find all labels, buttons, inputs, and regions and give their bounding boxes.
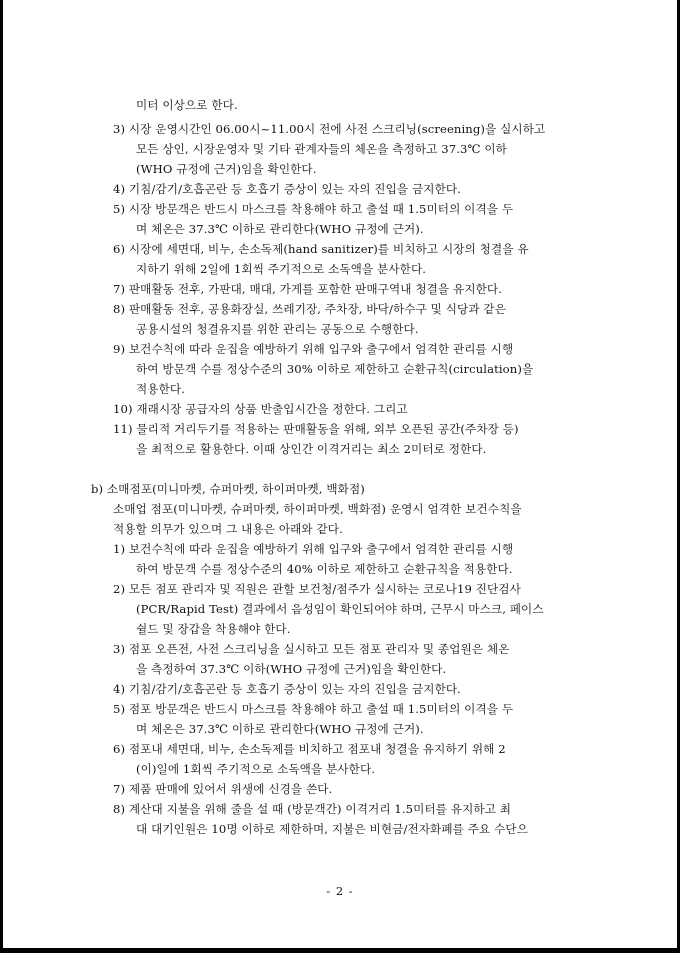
text-line: 하여 방문객 수를 정상수준의 40% 이하로 제한하고 순환규칙을 적용한다. xyxy=(136,562,513,576)
text-line: 3) 점포 오픈전, 사전 스크리닝을 실시하고 모든 점포 관리자 및 종업원은 체온 xyxy=(113,642,510,656)
text-line: 지하기 위해 2일에 1회씩 주기적으로 소독액을 분사한다. xyxy=(136,262,427,276)
text-line: 을 측정하여 37.3℃ 이하(WHO 규정에 근거)임을 확인한다. xyxy=(136,662,447,676)
text-line: 미터 이상으로 한다. xyxy=(136,98,238,112)
section-heading: b) 소매점포(미니마켓, 슈퍼마켓, 하이퍼마켓, 백화점) xyxy=(91,482,365,496)
text-line: 8) 계산대 지불을 위해 줄을 설 때 (방문객간) 이격거리 1.5미터를 유지하고 최 xyxy=(113,802,512,816)
text-line: 4) 기침/감기/호흡곤란 등 호흡기 증상이 있는 자의 진입을 금지한다. xyxy=(113,682,461,696)
text-line: 5) 시장 방문객은 반드시 마스크를 착용해야 하고 출설 때 1.5미터의 이격을 두 xyxy=(113,202,514,216)
text-line: 며 체온은 37.3℃ 이하로 관리한다(WHO 규정에 근거). xyxy=(136,722,424,736)
text-line: (PCR/Rapid Test) 결과에서 음성임이 확인되어야 하며, 근무시 마스크, 페이스 xyxy=(136,602,544,616)
text-line: 쉴드 및 장갑을 착용해야 한다. xyxy=(136,622,291,636)
text-line: 을 최적으로 활용한다. 이때 상인간 이격거리는 최소 2미터로 정한다. xyxy=(136,442,487,456)
text-line: 6) 시장에 세면대, 비누, 손소독제(hand sanitizer)를 비치하고 시장의 청결을 유 xyxy=(113,242,529,256)
text-line: 10) 재래시장 공급자의 상품 반출입시간을 정한다. 그리고 xyxy=(113,402,408,416)
text-line: 며 체온은 37.3℃ 이하로 관리한다(WHO 규정에 근거). xyxy=(136,222,424,236)
text-line: 하여 방문객 수를 정상수준의 30% 이하로 제한하고 순환규칙(circulation)을 xyxy=(136,362,534,376)
text-line: 7) 제품 판매에 있어서 위생에 신경을 쓴다. xyxy=(113,782,333,796)
text-line: 6) 점포내 세면대, 비누, 손소독제를 비치하고 점포내 청결을 유지하기 위해 2 xyxy=(113,742,506,756)
text-line: 9) 보건수칙에 따라 운집을 예방하기 위해 입구와 출구에서 엄격한 관리를 시행 xyxy=(113,342,514,356)
text-line: 1) 보건수칙에 따라 운집을 예방하기 위해 입구와 출구에서 엄격한 관리를 시행 xyxy=(113,542,514,556)
page-bottom-border xyxy=(0,948,680,953)
text-line: 11) 물리적 거리두기를 적용하는 판매활동을 위해, 외부 오픈된 공간(주차장 등) xyxy=(113,422,519,436)
text-line: 적용할 의무가 있으며 그 내용은 아래와 같다. xyxy=(113,522,343,536)
text-line: 4) 기침/감기/호흡곤란 등 호흡기 증상이 있는 자의 진입을 금지한다. xyxy=(113,182,461,196)
text-line: 2) 모든 점포 관리자 및 직원은 관할 보건청/점주가 실시하는 코로나19 진단검사 xyxy=(113,582,521,596)
text-line: 대 대기인원은 10명 이하로 제한하며, 지불은 비현금/전자화폐를 주요 수단으 xyxy=(136,822,529,836)
text-line: 5) 점포 방문객은 반드시 마스크를 착용해야 하고 출설 때 1.5미터의 이격을 두 xyxy=(113,702,514,716)
text-line: 적용한다. xyxy=(136,382,185,396)
page-left-border xyxy=(0,0,3,953)
text-line: (WHO 규정에 근거)임을 확인한다. xyxy=(136,162,317,176)
text-line: 소매업 점포(미니마켓, 슈퍼마켓, 하이퍼마켓, 백화점) 운영시 엄격한 보건수칙을 xyxy=(113,502,522,516)
text-line: 모든 상인, 시장운영자 및 기타 관계자들의 체온을 측정하고 37.3℃ 이하 xyxy=(136,142,507,156)
text-line: (이)일에 1회씩 주기적으로 소독액을 분사한다. xyxy=(136,762,376,776)
text-line: 3) 시장 운영시간인 06.00시~11.00시 전에 사전 스크리닝(screening)을 실시하고 xyxy=(113,122,546,136)
text-line: 8) 판매활동 전후, 공용화장실, 쓰레기장, 주차장, 바닥/하수구 및 식당과 같은 xyxy=(113,302,507,316)
text-line: 공용시설의 청결유지를 위한 관리는 공동으로 수행한다. xyxy=(136,322,419,336)
text-line: 7) 판매활동 전후, 가판대, 매대, 가게를 포함한 판매구역내 청결을 유지한다. xyxy=(113,282,502,296)
page-number: - 2 - xyxy=(326,884,354,898)
